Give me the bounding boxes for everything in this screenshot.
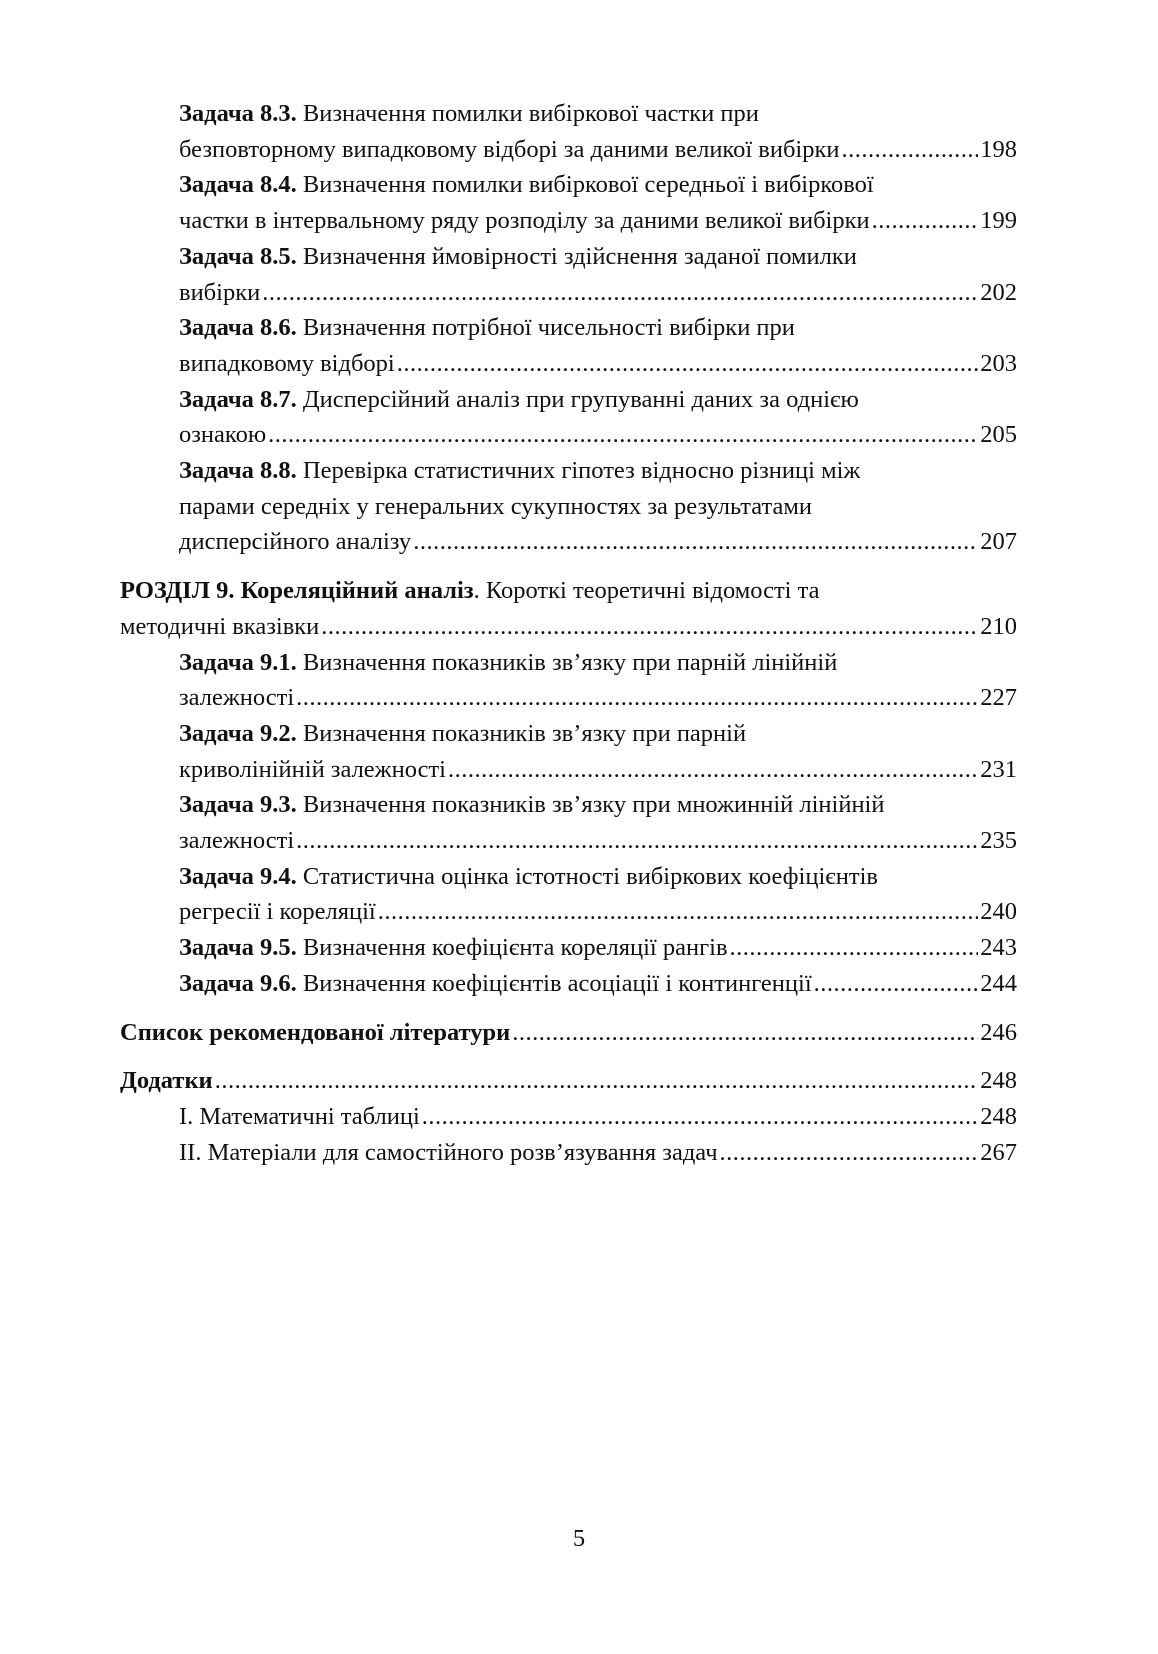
page-number: 5 — [572, 1525, 586, 1552]
toc-entry-8-7[interactable]: Задача 8.7. Дисперсійний аналіз при групуванні даних за однією ознакою ..... 205 — [120, 382, 1017, 453]
dot-leader — [413, 524, 978, 560]
toc-page: 267 — [980, 1138, 1017, 1166]
toc-page: 248 — [980, 1067, 1017, 1095]
toc-label: Задача 9.6. — [179, 969, 297, 997]
toc-label: Задача 9.5. — [179, 934, 297, 962]
toc-page: 207 — [980, 528, 1017, 556]
toc-page: 199 — [980, 207, 1017, 235]
toc-entry-9-2[interactable]: Задача 9.2. Визначення показників зв’язку при парній криволінійній залежності ..... 231 — [120, 716, 1017, 787]
table-of-contents — [120, 96, 1017, 1170]
toc-page: 248 — [980, 1102, 1017, 1130]
dot-leader — [422, 1099, 978, 1135]
dot-leader — [296, 680, 978, 716]
toc-entry-8-4[interactable]: Задача 8.4. Визначення помилки вибіркової середньої і вибіркової частки в інтервальному ряду розподілу за даними великої вибірки ..... 199 — [120, 167, 1017, 238]
toc-entry-9-4[interactable]: Задача 9.4. Статистична оцінка істотності вибіркових коефіцієнтів регресії і кореляції ..... 240 — [120, 859, 1017, 930]
dot-leader — [321, 609, 978, 645]
dot-leader — [720, 1135, 979, 1171]
dot-leader — [268, 417, 978, 453]
toc-entry-8-6[interactable]: Задача 8.6. Визначення потрібної чисельності вибірки при випадковому відборі ..... 203 — [120, 310, 1017, 381]
toc-label: Задача 8.4. — [179, 171, 297, 199]
dot-leader — [296, 823, 978, 859]
toc-page: 246 — [980, 1018, 1017, 1046]
dot-leader — [872, 203, 979, 239]
toc-entry-9-6[interactable]: Задача 9.6. Визначення коефіцієнтів асоціації і контингенції ..... 244 — [120, 966, 1017, 1002]
toc-label: Задача 9.3. — [179, 791, 297, 819]
toc-label: Задача 8.6. — [179, 314, 297, 342]
dot-leader — [512, 1015, 978, 1051]
toc-label: Задача 8.8. — [179, 457, 297, 485]
toc-entry-9-3[interactable]: Задача 9.3. Визначення показників зв’язку при множинній лінійній залежності ..... 235 — [120, 787, 1017, 858]
toc-label: Список рекомендованої літератури — [120, 1018, 511, 1046]
dot-leader — [397, 346, 979, 382]
dot-leader — [730, 930, 979, 966]
toc-label: Задача 8.3. — [179, 100, 297, 127]
toc-page: 203 — [980, 349, 1017, 377]
toc-entry-9-1[interactable]: Задача 9.1. Визначення показників зв’язку при парній лінійній залежності ..... 227 — [120, 645, 1017, 716]
dot-leader — [262, 275, 978, 311]
toc-label: Задача 8.7. — [179, 385, 297, 413]
toc-entry-9-5[interactable]: Задача 9.5. Визначення коефіцієнта кореляції рангів ..... 243 — [120, 930, 1017, 966]
toc-page: 227 — [980, 684, 1017, 712]
toc-page: 198 — [980, 135, 1017, 163]
toc-entry-8-5[interactable]: Задача 8.5. Визначення ймовірності здійснення заданої помилки вибірки ..... 202 — [120, 239, 1017, 310]
dot-leader — [215, 1063, 979, 1099]
dot-leader — [378, 894, 979, 930]
dot-leader — [448, 752, 978, 788]
toc-label: Задача 9.4. — [179, 862, 297, 890]
toc-label: Задача 9.1. — [179, 648, 297, 676]
toc-entry-appendix-2[interactable]: ІІ. Матеріали для самостійного розв’язування задач ..... 267 — [120, 1135, 1017, 1171]
toc-entry-8-3[interactable]: Задача 8.3. Визначення помилки вибіркової частки при безповторному випадковому відборі за даними великої вибірки ..... 198 — [120, 96, 1017, 167]
toc-page: 243 — [980, 934, 1017, 962]
toc-entry-bibliography[interactable] — [120, 1015, 1017, 1051]
toc-page: 202 — [980, 278, 1017, 306]
toc-page: 240 — [980, 898, 1017, 926]
dot-leader — [841, 132, 978, 168]
toc-label: Задача 9.2. — [179, 719, 297, 747]
toc-page: 244 — [980, 969, 1017, 997]
toc-entry-section-9[interactable]: РОЗДІЛ 9. Кореляційний аналіз. Короткі теоретичні відомості та методичні вказівки ..... 210 — [120, 573, 1017, 644]
toc-page: 235 — [980, 827, 1017, 855]
toc-page: 205 — [980, 421, 1017, 449]
toc-page: 210 — [980, 612, 1017, 640]
toc-label: Додатки — [120, 1067, 213, 1095]
dot-leader — [814, 966, 979, 1002]
toc-page: 231 — [980, 755, 1017, 783]
toc-entry-appendices[interactable] — [120, 1063, 1017, 1099]
toc-entry-8-8[interactable]: Задача 8.8. Перевірка статистичних гіпотез відносно різниці між парами середніх у генеральних сукупностях за результатами дисперсійного аналізу ..... 207 — [120, 453, 1017, 560]
toc-label: РОЗДІЛ 9. Кореляційний аналіз — [120, 577, 474, 605]
toc-entry-appendix-1[interactable]: І. Математичні таблиці ..... 248 — [120, 1099, 1017, 1135]
toc-label: Задача 8.5. — [179, 242, 297, 270]
